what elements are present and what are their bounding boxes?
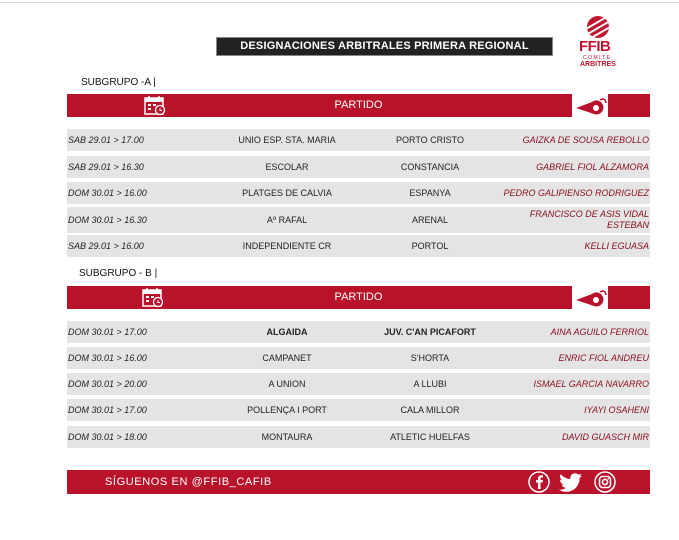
match-date: DOM 30.01 > 16.00 — [68, 188, 147, 198]
referee-name: AINA AGUILO FERRIOL — [550, 326, 649, 337]
logo-name: FFIB — [579, 38, 611, 55]
whistle-icon — [572, 286, 608, 309]
match-row — [67, 235, 650, 257]
away-team: PORTOL — [411, 241, 449, 251]
match-row — [67, 426, 650, 448]
match-row — [67, 207, 650, 233]
twitter-icon[interactable] — [558, 471, 584, 493]
instagram-icon[interactable] — [594, 471, 616, 493]
banner-label: PARTIDO — [334, 99, 383, 111]
banner-label: PARTIDO — [334, 291, 383, 303]
away-team: A LLUBI — [413, 379, 447, 389]
referee-name: ENRIC FIOL ANDREU — [558, 352, 649, 363]
match-date: DOM 30.01 > 20.00 — [68, 379, 147, 389]
calendar-icon — [142, 287, 164, 308]
away-team: S'HORTA — [410, 353, 450, 363]
group-b-banner — [67, 286, 650, 309]
referee-name: DAVID GUASCH MIR — [561, 431, 649, 442]
ball-icon — [587, 16, 609, 38]
referee-name: PEDRO GALIPIENSO RODRIGUEZ — [503, 187, 649, 198]
home-team: CAMPANET — [262, 353, 312, 363]
match-date: DOM 30.01 > 18.00 — [68, 432, 147, 442]
away-team: JUV. C'AN PICAFORT — [384, 327, 476, 337]
home-team: INDEPENDIENTE CR — [242, 241, 332, 251]
subgroup-a-label: SUBGRUPO -A | — [81, 77, 156, 88]
match-row — [67, 156, 650, 178]
home-team: POLLENÇA I PORT — [247, 405, 327, 415]
match-row — [67, 321, 650, 343]
match-row — [67, 182, 650, 204]
facebook-icon[interactable] — [528, 471, 550, 493]
home-team: Aº RAFAL — [266, 215, 308, 225]
home-team: A UNION — [268, 379, 306, 389]
away-team: PORTO CRISTO — [395, 135, 464, 145]
page-title: DESIGNACIONES ARBITRALES PRIMERA REGIONAL — [216, 37, 553, 56]
home-team: MONTAURA — [261, 432, 313, 442]
referee-name: ISMAEL GARCIA NAVARRO — [533, 378, 649, 389]
footer-bar — [67, 470, 650, 494]
home-team: UNIO ESP. STA. MARIA — [238, 135, 336, 145]
match-date: DOM 30.01 > 16.00 — [68, 353, 147, 363]
match-date: SAB 29.01 > 16.30 — [68, 162, 144, 172]
home-team: PLATGES DE CALVIA — [242, 188, 332, 198]
calendar-icon — [144, 95, 166, 116]
away-team: CALA MILLOR — [400, 405, 460, 415]
whistle-icon — [572, 94, 608, 117]
home-team: ESCOLAR — [265, 162, 309, 172]
away-team: ARENAL — [411, 215, 448, 225]
match-row — [67, 373, 650, 395]
match-row — [67, 399, 650, 421]
match-row — [67, 129, 650, 151]
group-a-banner — [67, 94, 650, 117]
away-team: ESPANYA — [409, 188, 451, 198]
match-date: DOM 30.01 > 17.00 — [68, 327, 147, 337]
top-divider — [0, 2, 679, 3]
away-team: CONSTANCIA — [400, 162, 460, 172]
referee-name: IYAYI OSAHENI — [584, 404, 649, 415]
follow-text: SÍGUENOS EN @FFIB_CAFIB — [105, 476, 272, 488]
referee-name: KELLI EGUASA — [584, 240, 649, 251]
referee-name: GAIZKA DE SOUSA REBOLLO — [522, 134, 649, 145]
logo-sub2: ARBITRES — [580, 61, 616, 68]
away-team: ATLETIC HUELFAS — [390, 432, 470, 442]
match-date: SAB 29.01 > 16.00 — [68, 241, 144, 251]
subgroup-b-label: SUBGRUPO - B | — [79, 268, 158, 279]
match-date: DOM 30.01 > 16.30 — [68, 215, 147, 225]
match-date: SAB 29.01 > 17.00 — [68, 135, 144, 145]
ffib-logo — [576, 16, 622, 72]
match-date: DOM 30.01 > 17.00 — [68, 405, 147, 415]
home-team: ALGAIDA — [266, 327, 308, 337]
match-row — [67, 347, 650, 369]
referee-name: FRANCISCO DE ASIS VIDAL ESTEBAN — [529, 209, 649, 230]
logo-sub: COMITE — [583, 55, 612, 61]
referee-name: GABRIEL FIOL ALZAMORA — [536, 161, 649, 172]
